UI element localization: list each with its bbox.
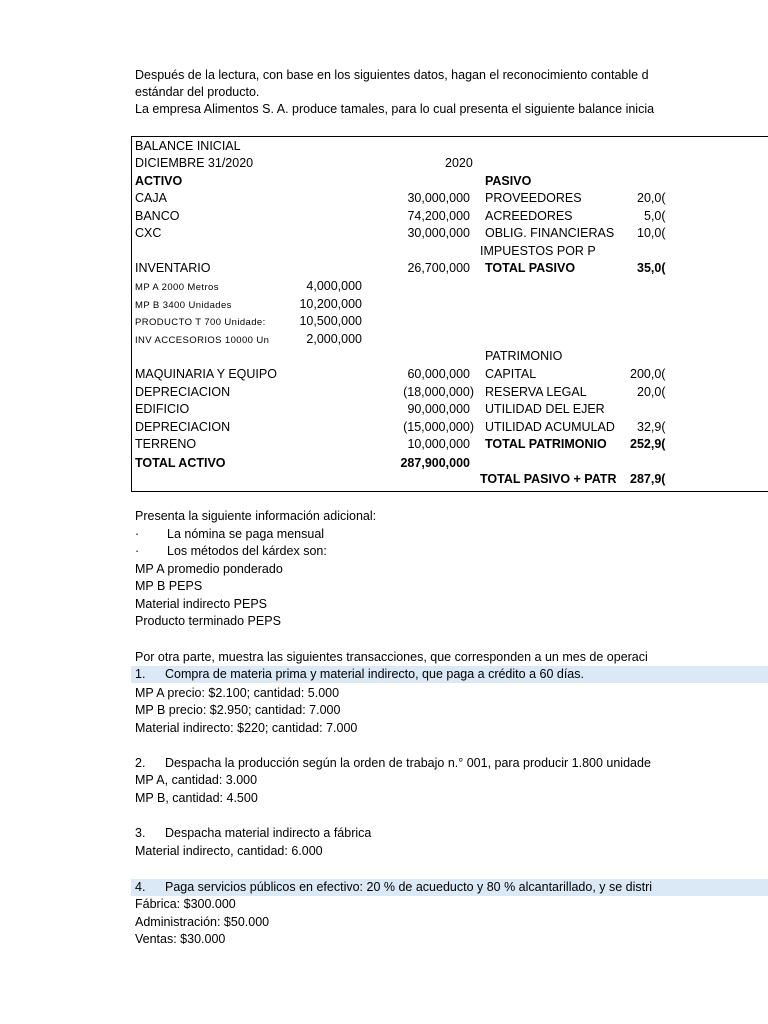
intro-line-2: estándar del producto. <box>135 85 260 99</box>
method-item: MP A promedio ponderado <box>135 562 283 576</box>
equity-value: 32,9( <box>637 420 666 434</box>
liability-value: 20,0( <box>637 191 666 205</box>
transaction-detail: Material indirecto: $220; cantidad: 7.000 <box>135 721 358 735</box>
activo-header: ACTIVO <box>135 174 183 188</box>
equity-label: RESERVA LEGAL <box>485 385 587 399</box>
inventory-detail-label: PRODUCTO T 700 Unidade: <box>135 317 266 328</box>
total-pasivo-label: TOTAL PASIVO <box>485 261 576 275</box>
intro-line-3: La empresa Alimentos S. A. produce tamales, para lo cual presenta el siguiente balance inicia <box>135 102 655 116</box>
transaction-detail: MP B, cantidad: 4.500 <box>135 791 258 805</box>
inventory-detail-value: 10,200,000 <box>299 297 362 311</box>
inventory-detail-label: INV ACCESORIOS 10000 Un <box>135 335 270 346</box>
asset-label: DEPRECIACION <box>135 385 231 399</box>
pasivo-header: PASIVO <box>485 174 532 188</box>
inventory-detail-value: 10,500,000 <box>299 314 362 328</box>
transaction-text: Compra de materia prima y material indirecto, que paga a crédito a 60 días. <box>165 667 584 681</box>
asset-label: BANCO <box>135 209 180 223</box>
balance-date: DICIEMBRE 31/2020 <box>135 156 254 170</box>
equity-label: UTILIDAD ACUMULAD <box>485 420 615 434</box>
additional-heading: Presenta la siguiente información adicional: <box>135 509 377 523</box>
liability-value: 5,0( <box>644 209 666 223</box>
transaction-detail: Administración: $50.000 <box>135 915 270 929</box>
asset-label: MAQUINARIA Y EQUIPO <box>135 367 277 381</box>
asset-label: EDIFICIO <box>135 402 190 416</box>
inventory-detail-label: MP B 3400 Unidades <box>135 300 232 311</box>
asset-value: 10,000,000 <box>407 437 470 451</box>
method-item: MP B PEPS <box>135 579 203 593</box>
transaction-text: Despacha material indirecto a fábrica <box>165 826 372 840</box>
asset-value: 26,700,000 <box>407 261 470 275</box>
transaction-text: Despacha la producción según la orden de trabajo n.° 001, para producir 1.800 unidade <box>165 756 651 770</box>
method-item: Material indirecto PEPS <box>135 597 268 611</box>
total-pasivo-patrimonio-value: 287,9( <box>630 472 666 486</box>
method-item: Producto terminado PEPS <box>135 614 281 628</box>
bullet-item: La nómina se paga mensual <box>167 527 325 541</box>
liability-label: PROVEEDORES <box>485 191 582 205</box>
asset-label: TERRENO <box>135 437 197 451</box>
inventory-detail-label: MP A 2000 Metros <box>135 282 219 293</box>
bullet-item: Los métodos del kárdex son: <box>167 544 327 558</box>
patrimonio-header: PATRIMONIO <box>485 349 563 363</box>
inventory-detail-value: 2,000,000 <box>306 332 362 346</box>
balance-year: 2020 <box>445 156 473 170</box>
equity-value: 20,0( <box>637 385 666 399</box>
liability-label: IMPUESTOS POR P <box>480 244 596 258</box>
intro-line-1: Después de la lectura, con base en los siguientes datos, hagan el reconocimiento contable d <box>135 68 649 82</box>
asset-label: INVENTARIO <box>135 261 211 275</box>
asset-label: CAJA <box>135 191 167 205</box>
transaction-detail: MP B precio: $2.950; cantidad: 7.000 <box>135 703 341 717</box>
total-activo-label: TOTAL ACTIVO <box>135 456 226 470</box>
transaction-detail: MP A precio: $2.100; cantidad: 5.000 <box>135 686 340 700</box>
total-activo-value: 287,900,000 <box>400 456 470 470</box>
transaction-number: 2. <box>135 756 146 770</box>
equity-value: 200,0( <box>630 367 666 381</box>
total-patrimonio-value: 252,9( <box>630 437 666 451</box>
asset-value: (15,000,000) <box>403 420 474 434</box>
transaction-number: 3. <box>135 826 146 840</box>
transaction-detail: Ventas: $30.000 <box>135 932 226 946</box>
total-patrimonio-label: TOTAL PATRIMONIO <box>485 437 607 451</box>
transaction-detail: Fábrica: $300.000 <box>135 897 236 911</box>
asset-value: 30,000,000 <box>407 226 470 240</box>
total-pasivo-patrimonio-label: TOTAL PASIVO + PATR <box>480 472 617 486</box>
transaction-detail: MP A, cantidad: 3.000 <box>135 773 258 787</box>
asset-value: 74,200,000 <box>407 209 470 223</box>
equity-label: UTILIDAD DEL EJER <box>485 402 605 416</box>
asset-value: 90,000,000 <box>407 402 470 416</box>
asset-value: 30,000,000 <box>407 191 470 205</box>
liability-value: 10,0( <box>637 226 666 240</box>
transaction-number: 4. <box>135 880 146 894</box>
transaction-detail: Material indirecto, cantidad: 6.000 <box>135 844 323 858</box>
balance-title: BALANCE INICIAL <box>135 139 241 153</box>
transactions-heading: Por otra parte, muestra las siguientes transacciones, que corresponden a un mes de operaci <box>135 650 648 664</box>
asset-label: DEPRECIACION <box>135 420 231 434</box>
asset-value: 60,000,000 <box>407 367 470 381</box>
inventory-detail-value: 4,000,000 <box>306 279 362 293</box>
equity-label: CAPITAL <box>485 367 537 381</box>
transaction-text: Paga servicios públicos en efectivo: 20 % de acueducto y 80 % alcantarillado, y se distri <box>165 880 653 894</box>
liability-label: ACREEDORES <box>485 209 573 223</box>
total-pasivo-value: 35,0( <box>637 261 666 275</box>
liability-label: OBLIG. FINANCIERAS <box>485 226 615 240</box>
bullet-dot: · <box>135 527 140 541</box>
asset-label: CXC <box>135 226 162 240</box>
asset-value: (18,000,000) <box>403 385 474 399</box>
bullet-dot: · <box>135 544 140 558</box>
transaction-number: 1. <box>135 667 146 681</box>
